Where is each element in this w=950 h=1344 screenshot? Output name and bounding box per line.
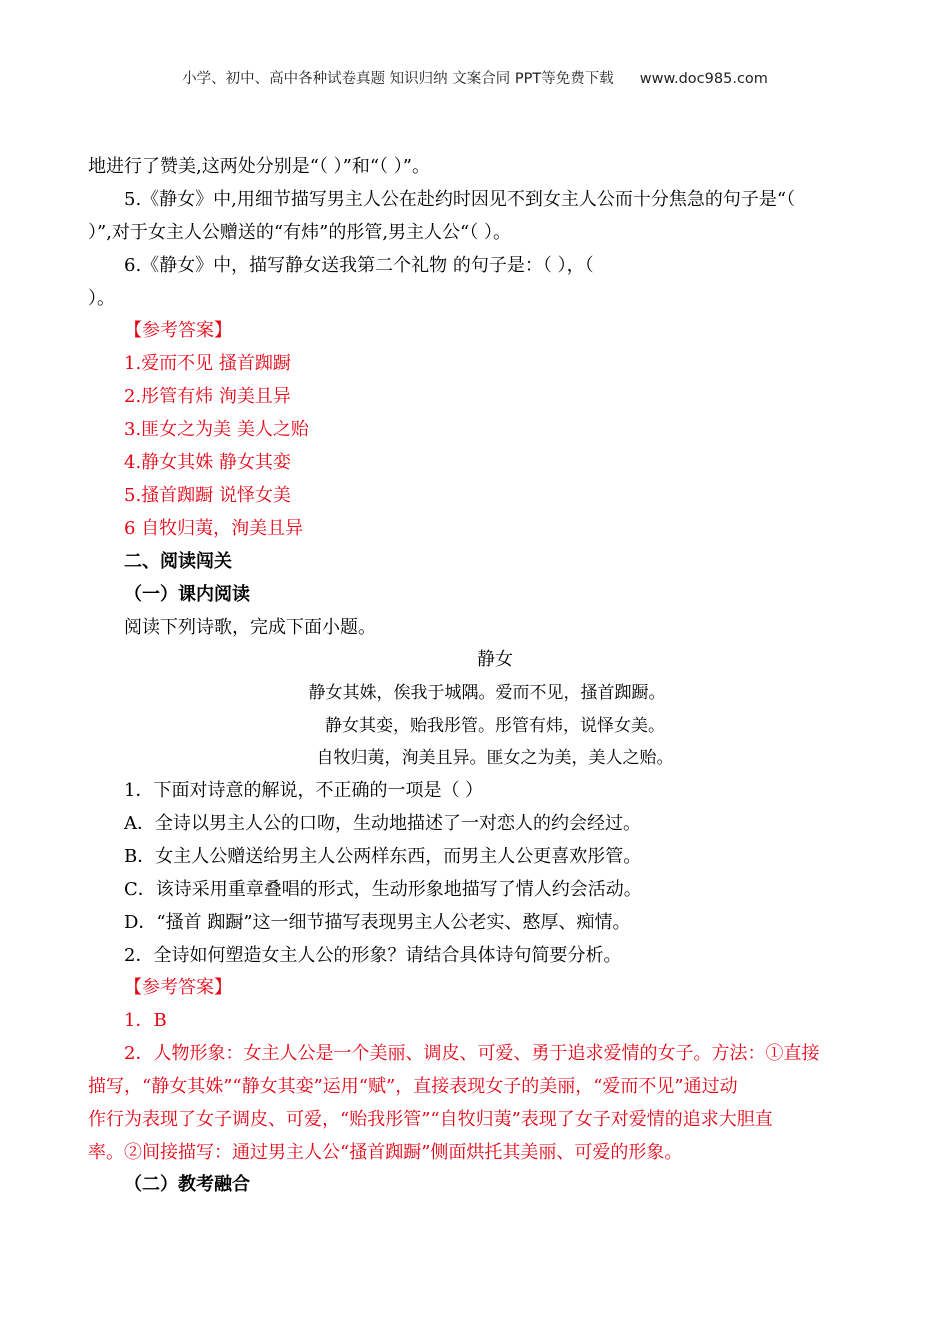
answer-item: 4.静女其姝 静女其娈 xyxy=(124,452,291,473)
poem-line: 静女其姝，俟我于城隅。爱而不见，搔首踟蹰。 xyxy=(308,683,666,703)
question-1: 1．下面对诗意的解说，不正确的一项是（ ） xyxy=(124,780,484,801)
question-2: 2．全诗如何塑造女主人公的形象？请结合具体诗句简要分析。 xyxy=(124,945,622,966)
option-d: D．“搔首 踟蹰”这一细节描写表现男主人公老实、憨厚、痴情。 xyxy=(124,912,631,933)
option-c: C．该诗采用重章叠唱的形式，生动形象地描写了情人约会活动。 xyxy=(124,879,642,900)
answer-item: 2.彤管有炜 洵美且异 xyxy=(124,386,291,407)
subsection-heading: （一）课内阅读 xyxy=(124,584,250,605)
question-line: 地进行了赞美,这两处分别是“（ ）”和“（ ）”。 xyxy=(88,156,430,177)
answer-1: 1．B xyxy=(124,1010,167,1031)
answer-item: 6 自牧归荑，洵美且异 xyxy=(124,518,304,539)
subsection-heading: （二）教考融合 xyxy=(124,1174,250,1195)
section-heading: 二、阅读闯关 xyxy=(124,551,232,572)
answer-heading: 【参考答案】 xyxy=(124,977,232,998)
answer-2-line: 2．人物形象：女主人公是一个美丽、调皮、可爱、勇于追求爱情的女子。方法：①直接 xyxy=(124,1043,820,1064)
answer-2-line: 描写，“静女其姝”“静女其娈”运用“赋”，直接表现女子的美丽，“爱而不见”通过动 xyxy=(88,1076,738,1097)
question-5-line1: 5.《静女》中,用细节描写男主人公在赴约时因见不到女主人公而十分焦急的句子是“（ xyxy=(124,189,796,210)
poem-title: 静女 xyxy=(477,649,513,670)
answer-item: 3.匪女之为美 美人之贻 xyxy=(124,419,309,440)
question-6-line2: ）。 xyxy=(88,288,115,309)
question-5-line2: ）”,对于女主人公赠送的“有炜”的彤管,男主人公“（ ）。 xyxy=(88,222,511,243)
page-header xyxy=(0,67,950,88)
answer-item: 1.爱而不见 搔首踟蹰 xyxy=(124,353,291,374)
option-b: B．女主人公赠送给男主人公两样东西，而男主人公更喜欢彤管。 xyxy=(124,846,642,867)
answer-item: 5.搔首踟蹰 说怿女美 xyxy=(124,485,291,506)
answer-heading: 【参考答案】 xyxy=(124,320,232,341)
poem-line: 静女其娈，贻我彤管。彤管有炜，说怿女美。 xyxy=(325,716,665,736)
header-url[interactable]: www.doc985.com xyxy=(639,71,768,87)
reading-instruction: 阅读下列诗歌，完成下面小题。 xyxy=(124,617,376,638)
header-text: 小学、初中、高中各种试卷真题 知识归纳 文案合同 PPT等免费下载 xyxy=(182,71,614,87)
poem-line: 自牧归荑，洵美且异。匪女之为美，美人之贻。 xyxy=(316,748,674,768)
option-a: A．全诗以男主人公的口吻，生动地描述了一对恋人的约会经过。 xyxy=(124,813,641,834)
answer-2-line: 作行为表现了女子调皮、可爱，“贻我彤管”“自牧归荑”表现了女子对爱情的追求大胆直 xyxy=(88,1109,773,1130)
question-6-line1: 6.《静女》中，描写静女送我第二个礼物 的句子是：（ ），（ xyxy=(124,255,594,276)
answer-2-line: 率。②间接描写：通过男主人公“搔首踟蹰”侧面烘托其美丽、可爱的形象。 xyxy=(88,1142,683,1163)
